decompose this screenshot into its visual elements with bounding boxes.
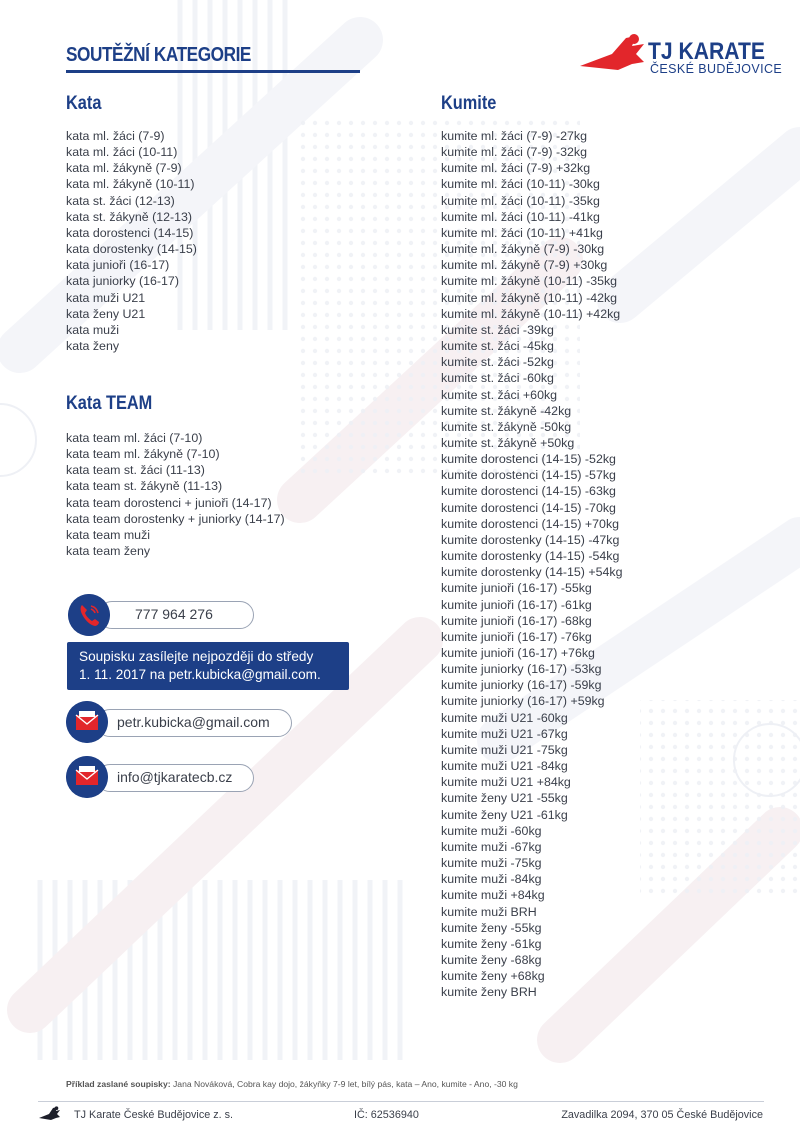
list-item: kumite st. žákyně -50kg: [441, 419, 572, 434]
list-item: kumite ženy BRH: [441, 985, 537, 1000]
phone-pill[interactable]: [98, 601, 254, 629]
list-item: kata dorostenky (14-15): [66, 242, 197, 257]
list-item: kata junioři (16-17): [66, 258, 170, 273]
list-item: kumite junioři (16-17) -76kg: [441, 629, 592, 644]
logo-city: ČESKÉ BUDĚJOVICE: [650, 62, 783, 76]
list-item: kumite junioři (16-17) -61kg: [441, 597, 592, 612]
notice-line-2: 1. 11. 2017 na petr.kubicka@gmail.com.: [79, 666, 321, 682]
list-item: kata team ml. žáci (7-10): [66, 431, 203, 445]
list-item: kumite ženy U21 -55kg: [441, 791, 568, 806]
list-item: kumite juniorky (16-17) -53kg: [441, 662, 602, 677]
list-item: kumite st. žákyně +50kg: [441, 435, 575, 450]
list-item: kata team st. žákyně (11-13): [66, 479, 223, 494]
list-item: kumite dorostenky (14-15) -54kg: [441, 549, 620, 564]
list-item: kumite dorostenci (14-15) -70kg: [441, 500, 616, 515]
footer-divider: [38, 1101, 764, 1102]
phone-number: 777 964 276: [135, 606, 213, 622]
list-item: kata ml. žáci (10-11): [66, 145, 178, 160]
list-item: kumite st. žáci -39kg: [441, 322, 554, 337]
list-item: kumite muži U21 -75kg: [441, 742, 568, 757]
list-item: kumite ženy -61kg: [441, 936, 542, 951]
kata-list: [66, 128, 197, 354]
list-item: kumite dorostenky (14-15) +54kg: [441, 565, 623, 580]
email-link-2[interactable]: info@tjkaratecb.cz: [117, 769, 233, 785]
list-item: kumite ml. žáci (10-11) +41kg: [441, 225, 603, 240]
list-item: kumite juniorky (16-17) -59kg: [441, 678, 602, 693]
title-underline: [66, 70, 360, 73]
list-item: kumite ml. žáci (10-11) -30kg: [441, 177, 600, 192]
kumite-heading: Kumite: [441, 93, 497, 114]
list-item: kata st. žákyně (12-13): [66, 209, 193, 224]
list-item: kumite ml. žáci (10-11) -35kg: [441, 193, 600, 208]
email-link-1[interactable]: petr.kubicka@gmail.com: [117, 714, 270, 730]
list-item: kumite ml. žákyně (7-9) -30kg: [441, 242, 605, 257]
list-item: kata ženy U21: [66, 306, 146, 321]
list-item: kumite muži -84kg: [441, 872, 542, 887]
kata-team-list: [66, 430, 285, 559]
email-pill-2[interactable]: [96, 764, 254, 792]
list-item: kumite ženy U21 -61kg: [441, 807, 568, 822]
list-item: kata ml. žákyně (10-11): [66, 177, 195, 192]
list-item: kumite juniorky (16-17) +59kg: [441, 694, 605, 709]
list-item: kumite muži U21 -84kg: [441, 759, 568, 774]
list-item: kumite ženy -68kg: [441, 952, 542, 967]
list-item: kata st. žáci (12-13): [66, 193, 175, 208]
footer-org: TJ Karate České Budějovice z. s.: [74, 1109, 234, 1121]
list-item: kumite ml. žákyně (10-11) -42kg: [441, 290, 618, 305]
footnote-label: Příklad zaslané soupisky:: [66, 1079, 171, 1089]
mail-icon: [66, 756, 108, 798]
list-item: kumite ml. žáci (7-9) -32kg: [441, 145, 587, 160]
list-item: kumite st. žákyně -42kg: [441, 403, 572, 418]
kata-team-heading: Kata TEAM: [66, 393, 153, 414]
footnote-text: Jana Nováková, Cobra kay dojo, žákyňky 7-9 let, bílý pás, kata – Ano, kumite - Ano, -30 kg: [170, 1079, 518, 1089]
list-item: kumite ml. žákyně (10-11) +42kg: [441, 306, 621, 321]
list-item: kumite ženy -55kg: [441, 920, 542, 935]
mail-icon: [66, 701, 108, 743]
notice-line-1: Soupisku zasílejte nejpozději do středy: [79, 649, 314, 664]
list-item: kata ml. žákyně (7-9): [66, 161, 182, 176]
kumite-list: [441, 128, 622, 1000]
logo-name: TJ KARATE: [648, 38, 765, 65]
list-item: kumite dorostenci (14-15) -52kg: [441, 452, 616, 467]
page-title: SOUTĚŽNÍ KATEGORIE: [66, 44, 251, 66]
list-item: kumite muži U21 -67kg: [441, 726, 568, 741]
list-item: kata dorostenci (14-15): [66, 225, 194, 240]
list-item: kata juniorky (16-17): [66, 274, 179, 289]
list-item: kumite junioři (16-17) -68kg: [441, 613, 592, 628]
list-item: kumite dorostenci (14-15) +70kg: [441, 516, 620, 531]
list-item: kumite muži +84kg: [441, 888, 545, 903]
list-item: kumite st. žáci -60kg: [441, 371, 554, 386]
list-item: kata team st. žáci (11-13): [66, 463, 205, 478]
list-item: kumite muži BRH: [441, 904, 537, 919]
list-item: kumite muži U21 -60kg: [441, 710, 568, 725]
list-item: kumite junioři (16-17) -55kg: [441, 581, 592, 596]
list-item: kata muži: [66, 322, 120, 337]
list-item: kumite ml. žáci (10-11) -41kg: [441, 209, 600, 224]
footer-address: Zavadilka 2094, 370 05 České Budějovice: [561, 1109, 763, 1121]
list-item: kumite muži -75kg: [441, 856, 542, 871]
list-item: kumite st. žáci -52kg: [441, 355, 554, 370]
footer-ico: IČ: 62536940: [354, 1109, 419, 1121]
karate-logo-small-icon: [38, 1106, 64, 1122]
list-item: kumite ženy +68kg: [441, 969, 545, 984]
list-item: kata muži U21: [66, 290, 146, 305]
list-item: kata team ml. žákyně (7-10): [66, 447, 220, 462]
list-item: kata team muži: [66, 527, 151, 542]
list-item: kata ml. žáci (7-9): [66, 129, 165, 143]
list-item: kumite dorostenci (14-15) -57kg: [441, 468, 616, 483]
phone-icon: [68, 594, 110, 636]
list-item: kata team ženy: [66, 544, 151, 559]
list-item: kumite ml. žákyně (10-11) -35kg: [441, 274, 618, 289]
example-footnote: [66, 1079, 518, 1089]
kata-heading: Kata: [66, 93, 102, 114]
list-item: kumite st. žáci -45kg: [441, 339, 554, 354]
list-item: kumite muži U21 +84kg: [441, 775, 571, 790]
list-item: kumite dorostenci (14-15) -63kg: [441, 484, 616, 499]
list-item: kumite st. žáci +60kg: [441, 387, 558, 402]
deadline-notice: [67, 642, 349, 690]
list-item: kumite muži -67kg: [441, 839, 542, 854]
list-item: kumite muži -60kg: [441, 823, 542, 838]
list-item: kata ženy: [66, 339, 120, 354]
list-item: kumite ml. žáci (7-9) +32kg: [441, 161, 591, 176]
list-item: kumite ml. žákyně (7-9) +30kg: [441, 258, 608, 273]
list-item: kumite ml. žáci (7-9) -27kg: [441, 129, 587, 143]
list-item: kata team dorostenky + juniorky (14-17): [66, 511, 285, 526]
list-item: kata team dorostenci + junioři (14-17): [66, 495, 272, 510]
list-item: kumite dorostenky (14-15) -47kg: [441, 532, 620, 547]
email-pill-1[interactable]: [96, 709, 292, 737]
list-item: kumite junioři (16-17) +76kg: [441, 646, 595, 660]
